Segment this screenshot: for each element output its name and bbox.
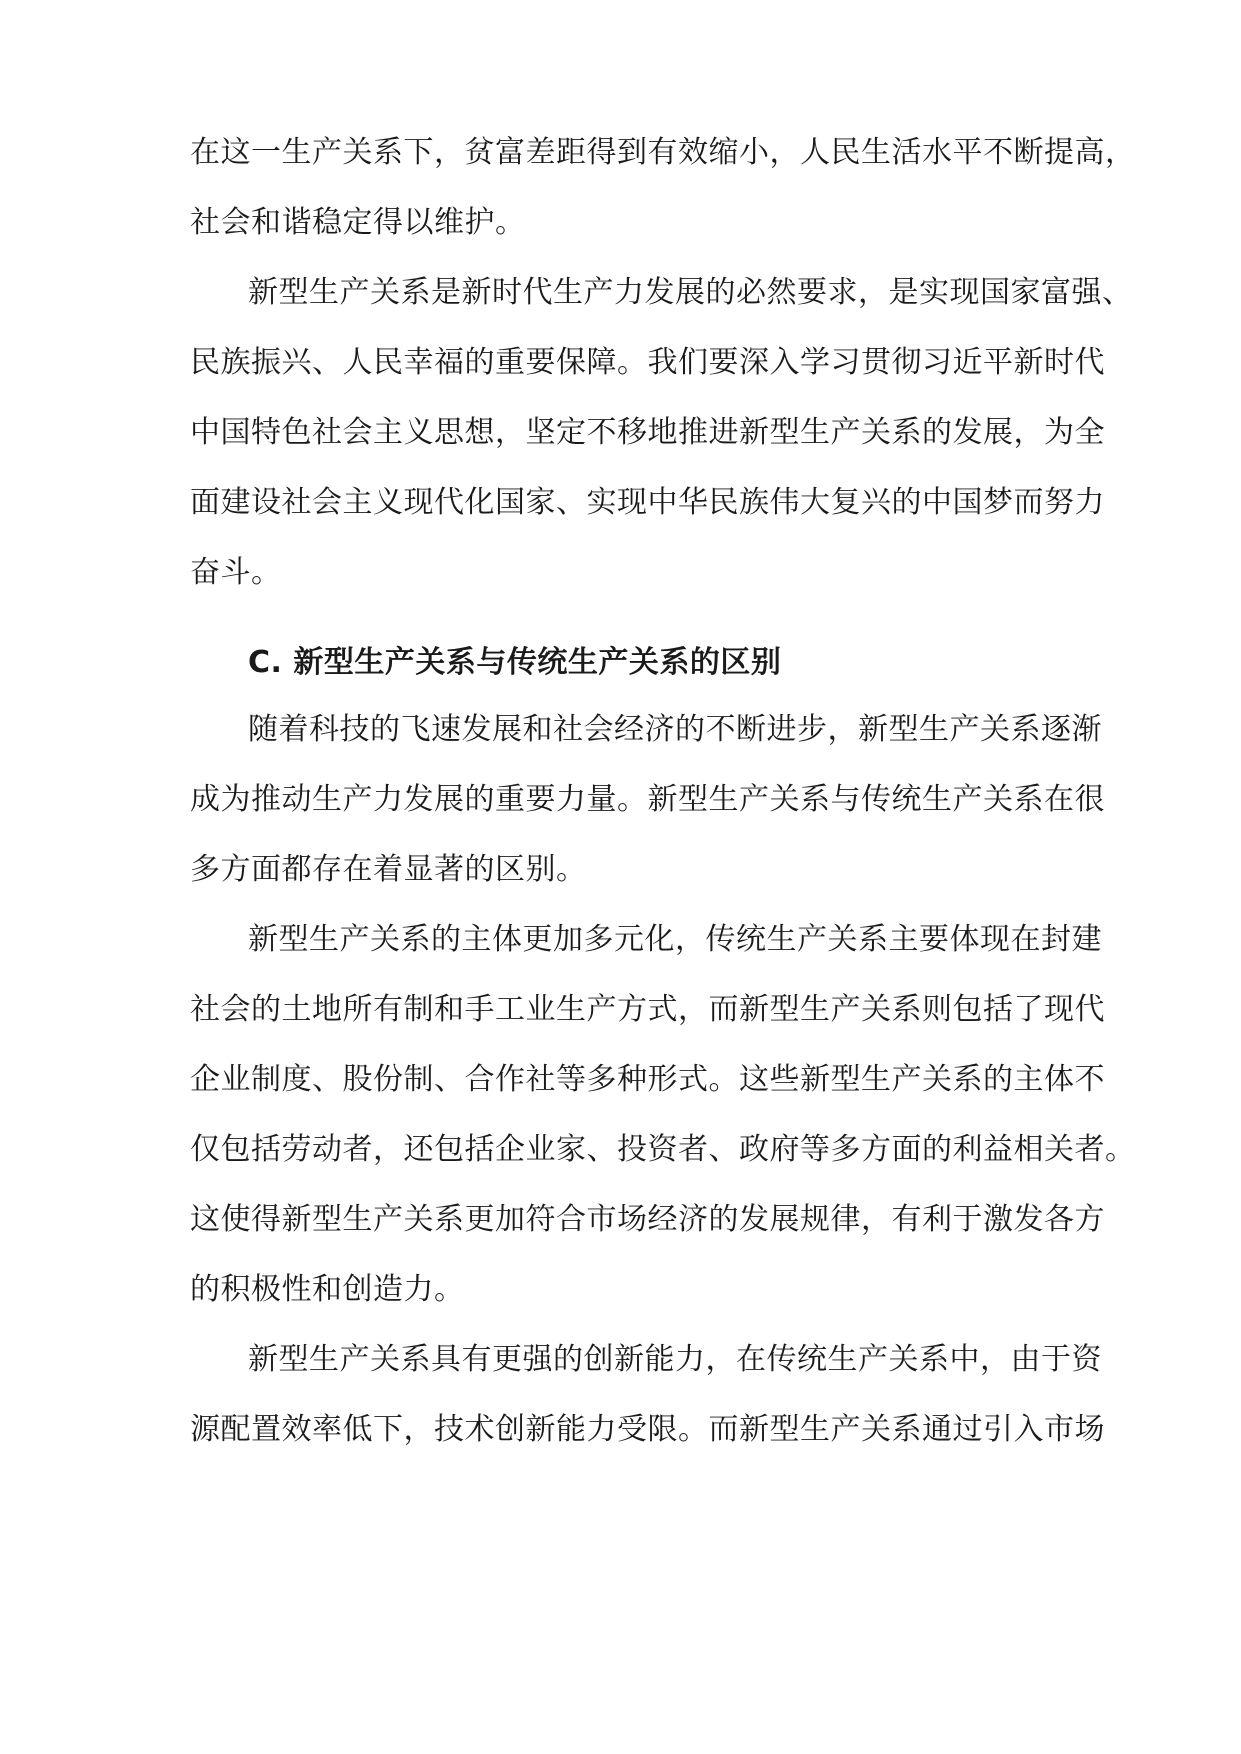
text-line: 源配置效率低下，技术创新能力受限。而新型生产关系通过引入市场 [190,1412,1105,1447]
text-line: 民族振兴、人民幸福的重要保障。我们要深入学习贯彻习近平新时代 [190,345,1105,380]
section-heading: C. 新型生产关系与传统生产关系的区别 [248,645,782,680]
paragraph-start-line: 新型生产关系的主体更加多元化，传统生产关系主要体现在封建 [248,922,1102,957]
text-line: 仅包括劳动者，还包括企业家、投资者、政府等多方面的利益相关者。 [190,1132,1136,1167]
text-line: 多方面都存在着显著的区别。 [190,852,587,887]
text-line: 企业制度、股份制、合作社等多种形式。这些新型生产关系的主体不 [190,1062,1105,1097]
text-line: 社会和谐稳定得以维护。 [190,205,526,240]
paragraph-start-line: 新型生产关系具有更强的创新能力，在传统生产关系中，由于资 [248,1342,1102,1377]
text-line: 成为推动生产力发展的重要力量。新型生产关系与传统生产关系在很 [190,782,1105,817]
paragraph-start-line: 随着科技的飞速发展和社会经济的不断进步，新型生产关系逐渐 [248,712,1102,747]
text-line: 的积极性和创造力。 [190,1272,465,1307]
text-line: 在这一生产关系下，贫富差距得到有效缩小，人民生活水平不断提高， [190,135,1136,170]
text-line: 中国特色社会主义思想，坚定不移地推进新型生产关系的发展，为全 [190,415,1105,450]
text-line: 奋斗。 [190,555,282,590]
text-line: 这使得新型生产关系更加符合市场经济的发展规律，有利于激发各方 [190,1202,1105,1237]
text-line: 面建设社会主义现代化国家、实现中华民族伟大复兴的中国梦而努力 [190,485,1105,520]
text-line: 社会的土地所有制和手工业生产方式，而新型生产关系则包括了现代 [190,992,1105,1027]
paragraph-start-line: 新型生产关系是新时代生产力发展的必然要求，是实现国家富强、 [248,275,1133,310]
